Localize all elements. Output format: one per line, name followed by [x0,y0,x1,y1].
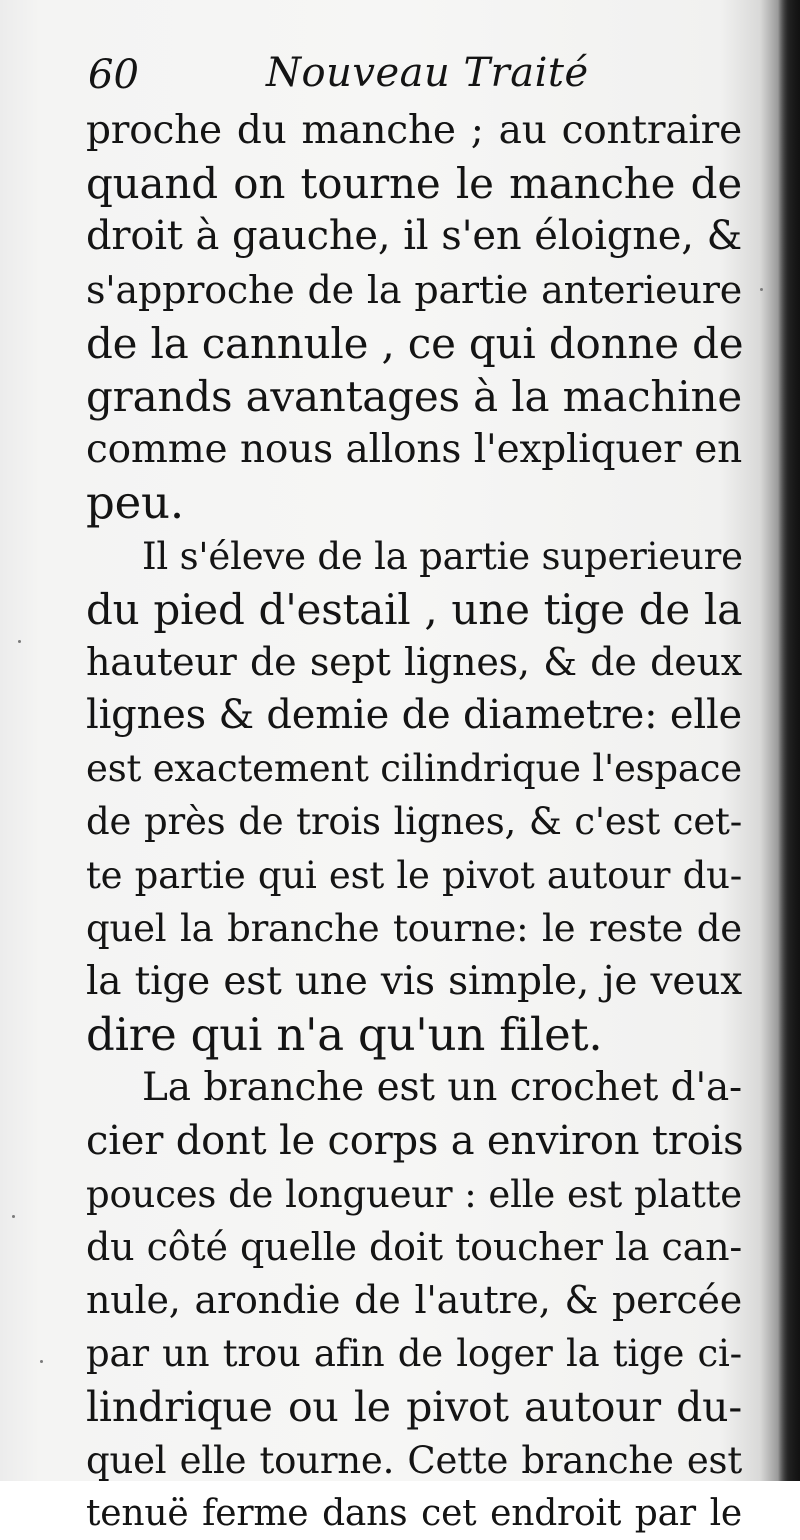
text-line: nule, arondie de l'autre, & percée [86,1278,742,1323]
text-line: grands avantages à la machine [86,371,742,421]
paper-speck [12,1215,15,1218]
paper-speck [18,640,21,643]
text-line: de la cannule , ce qui donne de [86,318,744,368]
text-line: est exactement cilindrique l'espace [86,747,742,791]
text-line: cier dont le corps a environ trois [86,1117,744,1164]
text-line: lindrique ou le pivot autour du- [86,1382,742,1431]
text-line: de près de trois lignes, & c'est cet- [86,800,742,844]
text-line: peu. [86,476,184,530]
text-line: dire qui n'a qu'un filet. [86,1008,603,1062]
text-line: proche du manche ; au contraire [86,108,742,153]
text-line: La branche est un crochet d'a- [142,1065,742,1111]
text-line: quand on tourne le manche de [86,159,742,209]
text-line: lignes & demie de diametre: elle [86,692,743,739]
page-header [88,46,748,102]
page-number: 60 [88,52,139,98]
text-line: tenuë ferme dans cet endroit par le [86,1492,742,1534]
paper-speck [40,1360,43,1363]
paper-speck [760,288,763,291]
text-line: s'approche de la partie anterieure [86,267,742,312]
text-line: par un trou afin de loger la tige ci- [86,1332,742,1376]
text-line: quel elle tourne. Cette branche est [86,1438,742,1482]
text-line: du pied d'estail , une tige de la [86,584,742,634]
running-title: Nouveau Traité [266,50,589,96]
text-line: la tige est une vis simple, je veux [86,959,742,1004]
text-line: comme nous allons l'expliquer en [86,427,742,473]
text-line: pouces de longueur : elle est platte [86,1172,742,1216]
text-line: droit à gauche, il s'en éloigne, & [86,213,742,260]
text-line: Il s'éleve de la partie superieure [142,534,743,578]
book-gutter-shadow [778,0,800,1481]
body-text [86,104,742,1540]
text-line: du côté quelle doit toucher la can- [86,1224,742,1269]
text-line: quel la branche tourne: le reste de [86,906,742,950]
text-line: te partie qui est le pivot autour du- [86,853,742,897]
text-line: hauteur de sept lignes, & de deux [86,639,742,684]
